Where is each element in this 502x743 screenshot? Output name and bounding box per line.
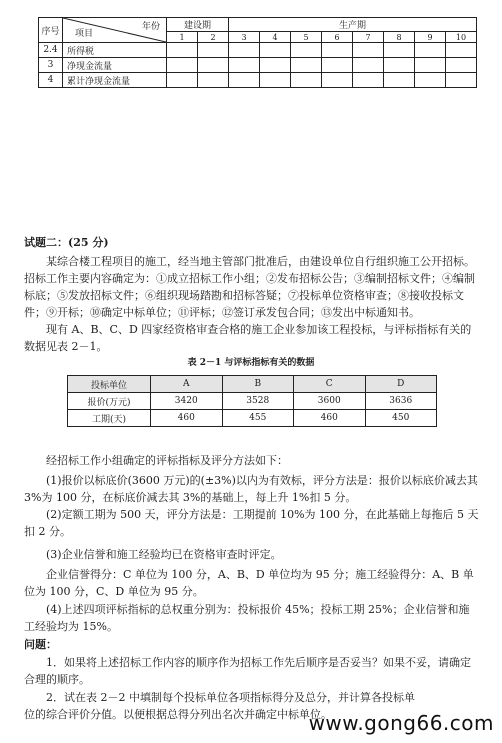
row-item: 净现金流量 (63, 58, 167, 73)
bidder-a: A (151, 376, 223, 393)
bidder-c: C (294, 376, 366, 393)
cell-value: 3636 (365, 393, 437, 410)
row-seq: 4 (39, 73, 63, 88)
cell-value: 455 (222, 410, 294, 427)
row-seq: 3 (39, 58, 63, 73)
cell-value: 460 (294, 410, 366, 427)
cash-flow-table (38, 17, 477, 88)
header-item: 项目 (75, 29, 94, 39)
paragraph-price-rule: (1)报价以标底价(3600 万元)的(±3%)以内为有效标，评分方法是：报价以标底价减去其 3%为 100 分，在标底价减去其 3%的基础上，每上升 1%扣 5 分。 (24, 474, 478, 504)
paragraph-bidders: 现有 A、B、C、D 四家经资格审查合格的施工企业参加该工程投标，与评标指标有关的数据见表 2－1。 (24, 323, 472, 353)
paragraph-weights: (4)上述四项评标指标的总权重分别为：投标报价 45%；投标工期 25%；企业信誉和施工经验均为 15%。 (24, 603, 470, 633)
header-diagonal-cell (63, 18, 167, 43)
paragraph-intro: 某综合楼工程项目的施工，经当地主管部门批准后，由建设单位自行组织施工公开招标。招标工作主要内容确定为：①成立招标工作小组；②发布招标公告；③编制招标文件；④编制标底；⑤发放招标文件；⑥组织现场踏勘和招标答疑；⑦投标单位资格审查；⑧接收投标文件；⑨开标；⑩确定中标单位；⑪评标；⑫签订承发包合同；⑬发出中标通知书。 (24, 255, 475, 319)
row-item: 累计净现金流量 (63, 73, 167, 88)
cell-value: 3420 (151, 393, 223, 410)
header-construction-period: 建设期 (167, 18, 229, 32)
year-1: 1 (167, 32, 198, 43)
paragraph-duration-rule: (2)定额工期为 500 天，评分方法是：工期提前 10%为 100 分，在此基础上每拖后 5 天扣 2 分。 (24, 508, 479, 538)
table-row (39, 43, 477, 58)
cell-value: 3528 (222, 393, 294, 410)
table-caption: 表 2－1 与评标指标有关的数据 (187, 358, 315, 368)
row-seq: 2.4 (39, 43, 63, 58)
year-9: 9 (415, 32, 446, 43)
table-row (39, 73, 477, 88)
year-7: 7 (353, 32, 384, 43)
year-4: 4 (260, 32, 291, 43)
questions-heading: 问题： (24, 638, 57, 651)
year-6: 6 (322, 32, 353, 43)
question-title: 试题二：(25 分) (24, 236, 109, 249)
table-row (39, 58, 477, 73)
header-bidder: 投标单位 (68, 376, 151, 393)
cell-value: 450 (365, 410, 437, 427)
bidder-d: D (365, 376, 437, 393)
bidder-b: B (222, 376, 294, 393)
header-seq: 序号 (39, 18, 63, 43)
year-3: 3 (229, 32, 260, 43)
table-header-row (68, 376, 437, 393)
year-8: 8 (384, 32, 415, 43)
cell-value: 3600 (294, 393, 366, 410)
question-2: 2．试在表 2－2 中填制每个投标单位各项指标得分及总分，并计算各投标单位的综合评价分值。以便根据总得分列出名次并确定中标单位。 (24, 691, 415, 721)
header-year: 年份 (141, 22, 160, 32)
cell-value: 460 (151, 410, 223, 427)
paragraph-reputation-note: (3)企业信誉和施工经验均已在资格审查时评定。 (46, 548, 282, 561)
year-2: 2 (198, 32, 229, 43)
table-row (68, 393, 437, 410)
site-watermark: www.gong66.com (308, 711, 494, 735)
bid-data-table (67, 375, 437, 427)
row-label: 报价(万元) (68, 393, 151, 410)
year-5: 5 (291, 32, 322, 43)
row-label: 工期(天) (68, 410, 151, 427)
question-1: 1．如果将上述招标工作内容的顺序作为招标工作先后顺序是否妥当？如果不妥，请确定合理的顺序。 (24, 656, 471, 686)
year-10: 10 (446, 32, 477, 43)
row-item: 所得税 (63, 43, 167, 58)
paragraph-reputation-scores: 企业信誉得分：C 单位为 100 分，A、B、D 单位均为 95 分；施工经验得分：A、B 单位为 100 分，C、D 单位为 95 分。 (24, 568, 474, 598)
paragraph-methods: 经招标工作小组确定的评标指标及评分方法如下： (46, 454, 288, 467)
table-row (68, 410, 437, 427)
header-production-period: 生产期 (229, 18, 477, 32)
